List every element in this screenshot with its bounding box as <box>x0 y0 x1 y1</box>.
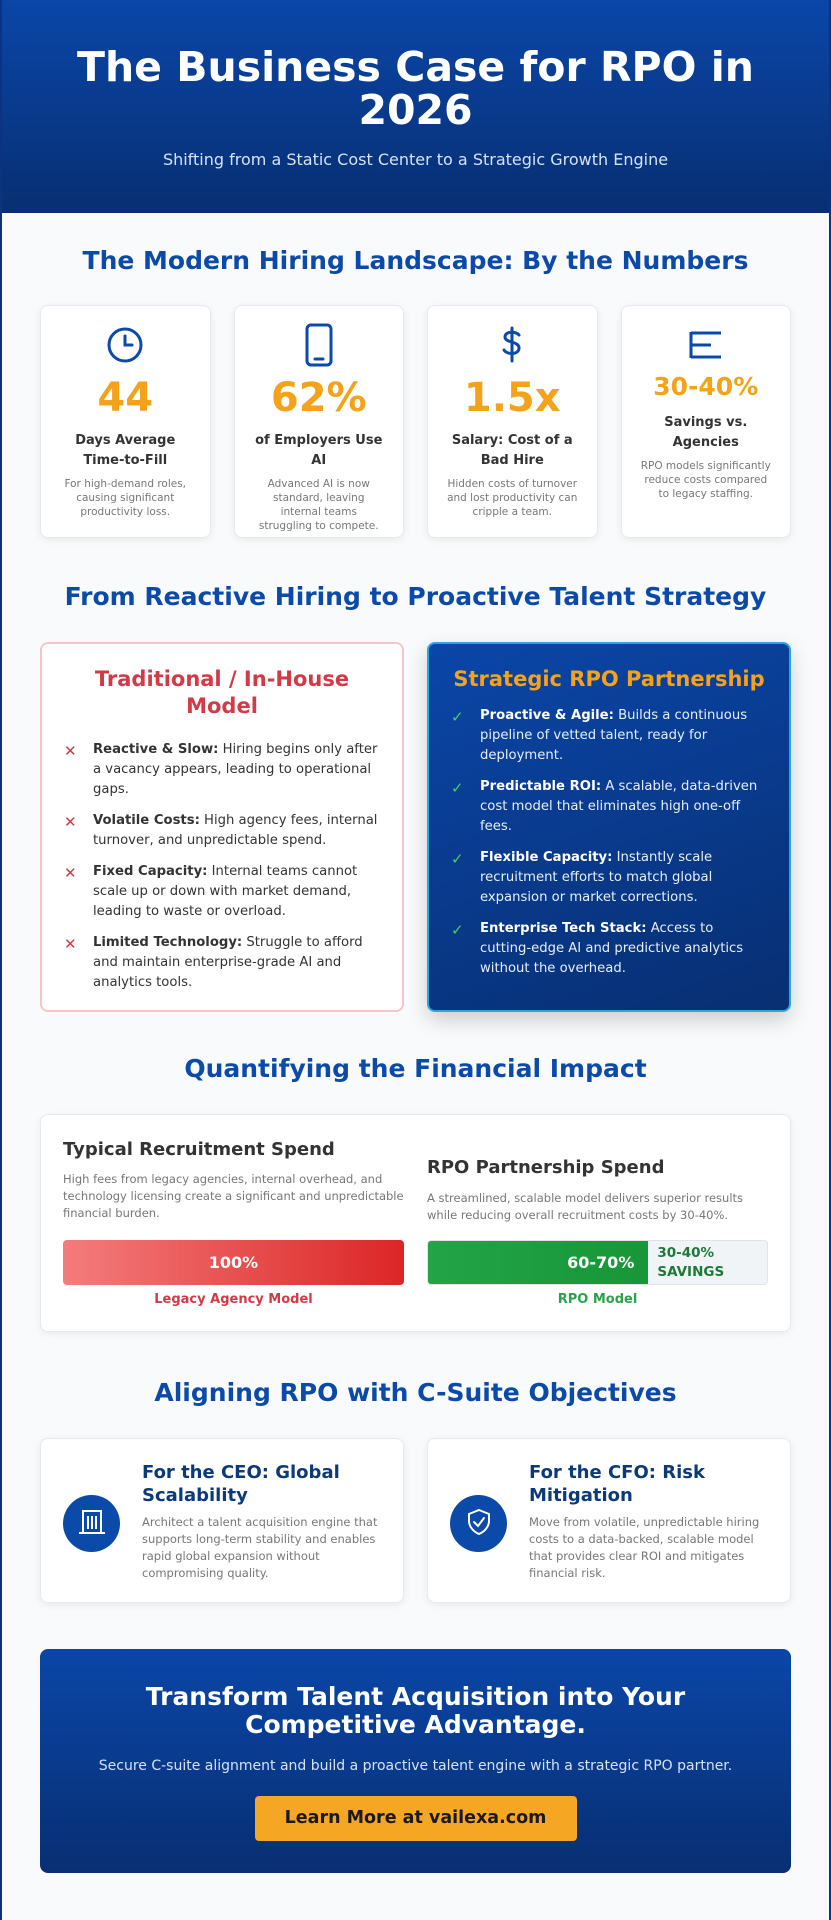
financial-card <box>40 1114 791 1332</box>
list-item <box>451 919 767 979</box>
traditional-list <box>64 740 380 993</box>
rpo-partnership-title: Strategic RPO Partnership <box>453 667 765 691</box>
building-icon <box>77 1507 107 1541</box>
rpo-list <box>451 706 767 979</box>
stat-label: Savings vs. Agencies <box>664 415 748 450</box>
stat-desc: Hidden costs of turnover and lost productivity can cripple a team. <box>447 478 578 518</box>
savings-percent: 30-40% <box>657 1244 715 1261</box>
list-item <box>64 933 380 993</box>
rpo-spend-fill <box>428 1241 648 1284</box>
stat-value: 44 <box>97 375 154 421</box>
list-item <box>451 706 767 766</box>
rpo-bar-label: 60-70% <box>567 1253 635 1272</box>
item-heading: Flexible Capacity: <box>480 850 613 865</box>
financial-section <box>2 1012 829 1332</box>
item-heading: Reactive & Slow: <box>93 742 219 757</box>
rpo-bar-caption: RPO Model <box>557 1292 638 1307</box>
check-mark-icon: ✓ <box>451 779 464 797</box>
x-mark-icon: ✕ <box>64 742 77 760</box>
ceo-card-desc: Architect a talent acquisition engine that supports long-term stability and enables rapid global expansion without compromising quality. <box>142 1515 378 1580</box>
cfo-card-desc: Move from volatile, unpredictable hiring costs to a data-backed, scalable model that provides clear ROI and mitigates financial risk. <box>529 1515 760 1580</box>
chart-bars-icon <box>687 329 725 365</box>
list-item <box>451 848 767 908</box>
clock-icon <box>106 326 144 368</box>
cta-section <box>2 1603 829 1873</box>
cta-title: Transform Talent Acquisition into Your Competitive Advantage. <box>145 1682 686 1739</box>
rpo-spend-title: RPO Partnership Spend <box>427 1157 665 1178</box>
legacy-spend-bar <box>63 1240 404 1285</box>
item-text: Builds a continuous pipeline of vetted talent, ready for deployment. <box>480 708 748 763</box>
item-heading: Enterprise Tech Stack: <box>480 921 647 936</box>
hero-banner <box>2 0 829 213</box>
traditional-model-card <box>40 642 404 1012</box>
traditional-model-title: Traditional / In-House Model <box>94 667 350 718</box>
item-heading: Proactive & Agile: <box>480 708 614 723</box>
ceo-icon-badge <box>63 1495 120 1552</box>
learn-more-button[interactable]: Learn More at vailexa.com <box>255 1796 577 1841</box>
item-heading: Fixed Capacity: <box>93 864 208 879</box>
item-heading: Limited Technology: <box>93 935 243 950</box>
comparison-row <box>40 642 791 1012</box>
item-text: Access to cutting-edge AI and predictive analytics without the overhead. <box>480 921 744 976</box>
ceo-card <box>40 1438 404 1603</box>
savings-word: SAVINGS <box>657 1263 725 1280</box>
financial-title: Quantifying the Financial Impact <box>184 1054 647 1083</box>
item-text: High agency fees, internal turnover, and unpredictable spend. <box>93 813 378 848</box>
stat-desc: Advanced AI is now standard, leaving internal teams struggling to compete. <box>258 478 379 532</box>
ceo-card-title: For the CEO: Global Scalability <box>142 1462 340 1506</box>
cta-subtitle: Secure C-suite alignment and build a proactive talent engine with a strategic RPO partner. <box>98 1758 733 1774</box>
stat-card-ai-usage <box>234 305 405 538</box>
stat-desc: For high-demand roles, causing significant productivity loss. <box>64 478 187 518</box>
rpo-partnership-card <box>427 642 791 1012</box>
x-mark-icon: ✕ <box>64 813 77 831</box>
stat-label: of Employers Use AI <box>255 433 383 468</box>
landscape-title: The Modern Hiring Landscape: By the Numbers <box>82 246 749 275</box>
list-item <box>64 740 380 800</box>
check-mark-icon: ✓ <box>451 708 464 726</box>
shield-check-icon <box>464 1507 494 1541</box>
typical-spend-desc: High fees from legacy agencies, internal overhead, and technology licensing create a significant and unpredictable financial burden. <box>63 1172 404 1220</box>
list-item <box>451 777 767 837</box>
page-title: The Business Case for RPO in 2026 <box>77 43 754 134</box>
csuite-row <box>40 1438 791 1603</box>
check-mark-icon: ✓ <box>451 921 464 939</box>
legacy-bar-caption: Legacy Agency Model <box>154 1292 313 1307</box>
cfo-icon-badge <box>450 1495 507 1552</box>
rpo-spend-bar <box>427 1240 768 1285</box>
stat-desc: RPO models significantly reduce costs compared to legacy staffing. <box>640 460 771 500</box>
savings-label <box>648 1244 724 1282</box>
cfo-card <box>427 1438 791 1603</box>
item-heading: Volatile Costs: <box>93 813 200 828</box>
cta-banner <box>40 1649 791 1873</box>
stat-value: 30-40% <box>653 372 759 401</box>
stat-label: Salary: Cost of a Bad Hire <box>451 433 573 468</box>
strategy-title: From Reactive Hiring to Proactive Talent Strategy <box>64 582 767 611</box>
item-text: Struggle to afford and maintain enterprise-grade AI and analytics tools. <box>93 935 363 990</box>
item-text: Instantly scale recruitment efforts to match global expansion or market corrections. <box>480 850 713 905</box>
csuite-section <box>2 1332 829 1603</box>
typical-spend-column <box>63 1115 404 1331</box>
stat-value: 62% <box>270 375 367 421</box>
item-text: Internal teams cannot scale up or down with market demand, leading to waste or overload. <box>93 864 358 919</box>
csuite-title: Aligning RPO with C-Suite Objectives <box>154 1378 677 1407</box>
stat-value: 1.5x <box>463 375 561 421</box>
stats-row <box>40 305 791 538</box>
legacy-bar-label: 100% <box>208 1253 259 1272</box>
stat-card-time-to-fill <box>40 305 211 538</box>
x-mark-icon: ✕ <box>64 935 77 953</box>
stat-card-savings <box>621 305 792 538</box>
item-text: A scalable, data-driven cost model that eliminates high one-off fees. <box>480 779 758 834</box>
page-subtitle: Shifting from a Static Cost Center to a Strategic Growth Engine <box>162 150 669 169</box>
smartphone-icon <box>304 323 334 371</box>
list-item <box>64 811 380 851</box>
check-mark-icon: ✓ <box>451 850 464 868</box>
strategy-section <box>2 538 829 1012</box>
item-heading: Predictable ROI: <box>480 779 602 794</box>
typical-spend-title: Typical Recruitment Spend <box>63 1139 335 1160</box>
dollar-icon <box>497 326 527 368</box>
item-text: Hiring begins only after a vacancy appears, leading to operational gaps. <box>93 742 378 797</box>
stat-label: Days Average Time-to-Fill <box>75 433 176 468</box>
stat-card-bad-hire <box>427 305 598 538</box>
landscape-section <box>2 213 829 538</box>
list-item <box>64 862 380 922</box>
rpo-spend-column <box>427 1115 768 1331</box>
x-mark-icon: ✕ <box>64 864 77 882</box>
cfo-card-title: For the CFO: Risk Mitigation <box>529 1462 705 1506</box>
rpo-spend-desc: A streamlined, scalable model delivers superior results while reducing overall recruitment costs by 30-40%. <box>427 1191 744 1222</box>
